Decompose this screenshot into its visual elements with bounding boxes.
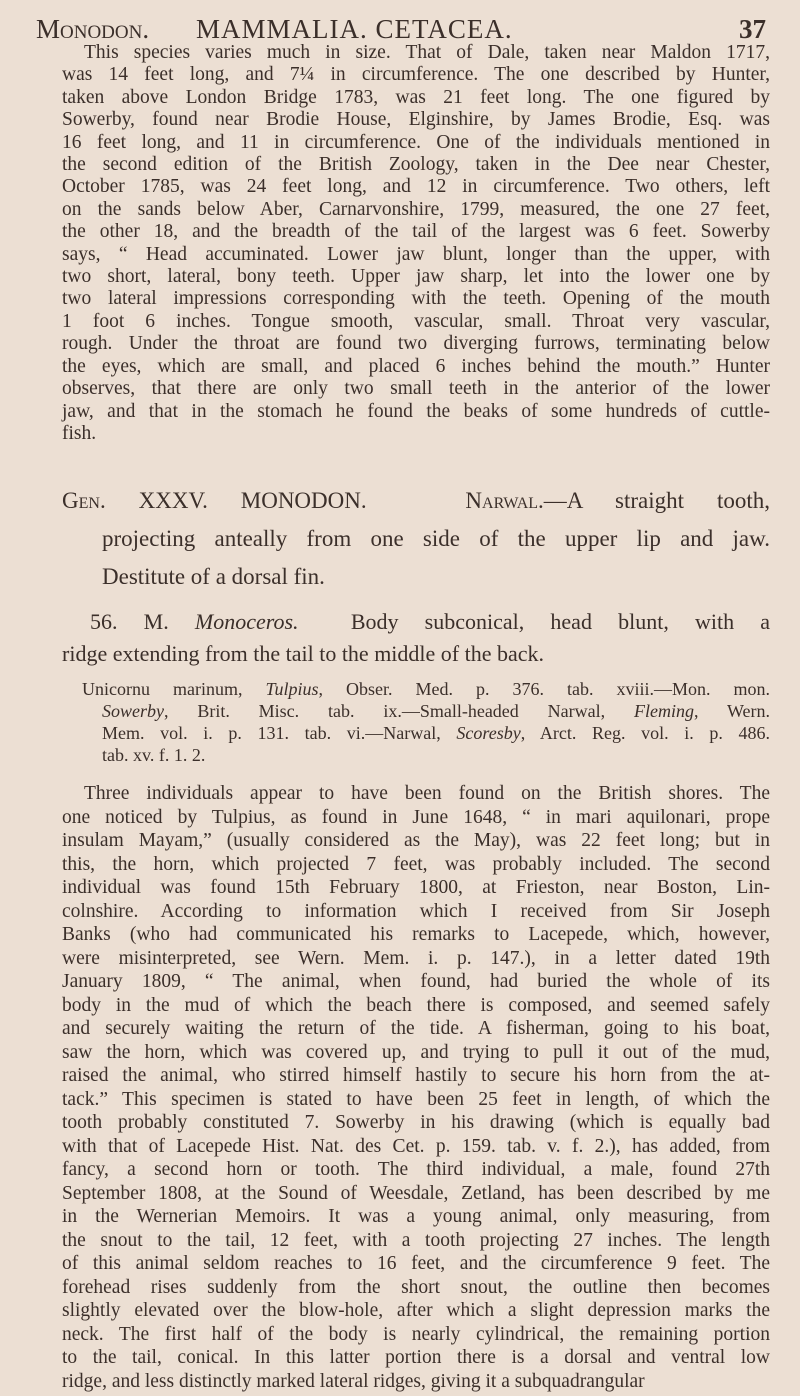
running-head: Monodon.	[36, 14, 150, 44]
species-description: ridge extending from the tail to the middle of the back.	[62, 641, 545, 666]
text-line: fancy, a second horn or tooth. The third individual, a male, found 27th	[62, 1159, 770, 1180]
text-line: This species varies much in size. That of Dale, taken near Maldon 1717,	[84, 42, 770, 63]
text-line: September 1808, at the Sound of Weesdale, Zetland, has been described by me	[62, 1182, 770, 1204]
text-line: of this animal seldom reaches to 16 feet, and the circumference 9 feet. The	[62, 1253, 770, 1274]
text-line: to the tail, conical. In this latter portion there is a dorsal and ventral low	[62, 1347, 770, 1368]
genus-common-name: Narwal.	[465, 488, 544, 513]
text-line: insulam Mayam,” (usually considered as the May), was 22 feet long; but in	[62, 830, 770, 851]
text-line: were misinterpreted, see Wern. Mem. i. p. 147.), in a letter dated 19th	[62, 947, 770, 969]
species-number: 56. M.	[90, 609, 169, 634]
genus-label: Gen. XXXV. MONODON.	[62, 488, 367, 513]
text-line: taken above London Bridge 1783, was 21 feet long. The one figured by	[62, 86, 770, 108]
text-line: observes, that there are only two small teeth in the anterior of the lower	[62, 378, 770, 400]
paragraph-british-records	[62, 782, 770, 1393]
species-heading	[62, 606, 770, 670]
genus-heading	[62, 482, 770, 596]
authority-name: Sowerby	[102, 701, 164, 721]
header-title: MAMMALIA. CETACEA.	[196, 14, 513, 44]
citation-text: , Wern.	[693, 701, 770, 721]
synonymy-line	[82, 678, 770, 700]
text-line: the snout to the tail, 12 feet, with a tooth projecting 27 inches. The length	[62, 1229, 770, 1251]
species-name: Monoceros.	[194, 609, 299, 634]
citation-text: , Brit. Misc. tab. ix.—Small-headed Narwal,	[164, 701, 634, 721]
text-line: slightly elevated over the blow-hole, after which a slight depression marks the	[62, 1300, 770, 1321]
text-line: 16 feet long, and 11 in circumference. One of the individuals mentioned in	[62, 131, 770, 153]
text-line: Sowerby, found near Brodie House, Elginshire, by James Brodie, Esq. was	[62, 109, 770, 131]
text-line: this, the horn, which projected 7 feet, was probably included. The second	[62, 853, 770, 875]
text-line: January 1809, “ The animal, when found, had buried the whole of its	[62, 971, 770, 992]
text-line: says, “ Head accuminated. Lower jaw blunt, longer than the upper, with	[62, 243, 770, 265]
species-description: Body subconical, head blunt, with a	[350, 609, 771, 634]
text-line: colnshire. According to information which I received from Sir Joseph	[62, 900, 770, 922]
text-line: in the Wernerian Memoirs. It was a young animal, only measuring, from	[62, 1206, 770, 1227]
text-line: the other 18, and the breadth of the tail of the largest was 6 feet. Sowerby	[62, 221, 770, 243]
genus-description: —A straight tooth,	[543, 488, 770, 513]
text-line: Banks (who had communicated his remarks to Lacepede, which, however,	[62, 924, 770, 945]
page-number: 37	[739, 14, 766, 44]
text-line: was 14 feet long, and 7¼ in circumference. The one described by Hunter,	[62, 64, 770, 86]
text-line: 1 foot 6 inches. Tongue smooth, vascular, small. Throat very vascular,	[62, 310, 770, 332]
text-line: saw the horn, which was covered up, and trying to pull it out of the mud,	[62, 1041, 770, 1063]
text-line: neck. The first half of the body is nearly cylindrical, the remaining portion	[62, 1323, 770, 1345]
text-line: one noticed by Tulpius, as found in June 1648, “ in mari aquilonari, prope	[62, 806, 770, 828]
text-line: jaw, and that in the stomach he found the beaks of some hundreds of cuttle-	[62, 400, 770, 422]
text-line: and securely waiting the return of the tide. A fisherman, going to his boat,	[62, 1018, 770, 1039]
authority-name: Scoresby	[456, 723, 521, 743]
citation-text: , Obser. Med. p. 376. tab. xviii.—Mon. mon.	[318, 679, 770, 699]
text-line: fish.	[62, 422, 97, 444]
text-line: body in the mud of which the beach there is composed, and seemed safely	[62, 994, 770, 1016]
citation-text: , Arct. Reg. vol. i. p. 486.	[520, 723, 770, 743]
text-line: on the sands below Aber, Carnarvonshire, 1799, measured, the one 27 feet,	[62, 198, 770, 220]
text-line: individual was found 15th February 1800, at Frieston, near Boston, Lin-	[62, 877, 770, 898]
text-line: rough. Under the throat are found two diverging furrows, terminating below	[62, 333, 770, 355]
citation-text: tab. xv. f. 1. 2.	[102, 745, 206, 765]
genus-description: Destitute of a dorsal fin.	[102, 564, 325, 589]
paragraph-size-variation	[62, 42, 770, 445]
text-line: October 1785, was 24 feet long, and 12 in circumference. Two others, left	[62, 176, 770, 198]
citation-text: Unicornu marinum,	[82, 679, 266, 699]
text-line: Three individuals appear to have been found on the British shores. The	[84, 783, 770, 804]
authority-name: Fleming	[633, 701, 694, 721]
synonymy-line	[82, 744, 770, 766]
text-line: tack.” This specimen is stated to have been 25 feet in length, of which the	[62, 1088, 770, 1110]
synonymy	[82, 678, 770, 766]
text-line: two lateral impressions corresponding with the teeth. Opening of the mouth	[62, 288, 770, 310]
text-line: with that of Lacepede Hist. Nat. des Cet. p. 159. tab. v. f. 2.), has added, from	[62, 1135, 770, 1157]
text-line: two short, lateral, bony teeth. Upper jaw sharp, let into the lower one by	[62, 266, 770, 288]
text-line: tooth probably constituted 7. Sowerby in his drawing (which is equally bad	[62, 1112, 770, 1133]
synonymy-line	[82, 700, 770, 722]
citation-text: Mem. vol. i. p. 131. tab. vi.—Narwal,	[102, 723, 457, 743]
text-line: raised the animal, who stirred himself hastily to secure his horn from the at-	[62, 1065, 770, 1086]
text-line: the eyes, which are small, and placed 6 inches behind the mouth.” Hunter	[62, 355, 770, 377]
authority-name: Tulpius	[265, 679, 319, 699]
synonymy-line	[82, 722, 770, 744]
text-line: ridge, and less distinctly marked lateral ridges, giving it a subquadrangular	[62, 1370, 645, 1392]
text-line: the second edition of the British Zoology, taken in the Dee near Chester,	[62, 154, 770, 176]
text-line: forehead rises suddenly from the short snout, the outline then becomes	[62, 1276, 770, 1298]
genus-description: projecting anteally from one side of the upper lip and jaw.	[102, 526, 770, 551]
